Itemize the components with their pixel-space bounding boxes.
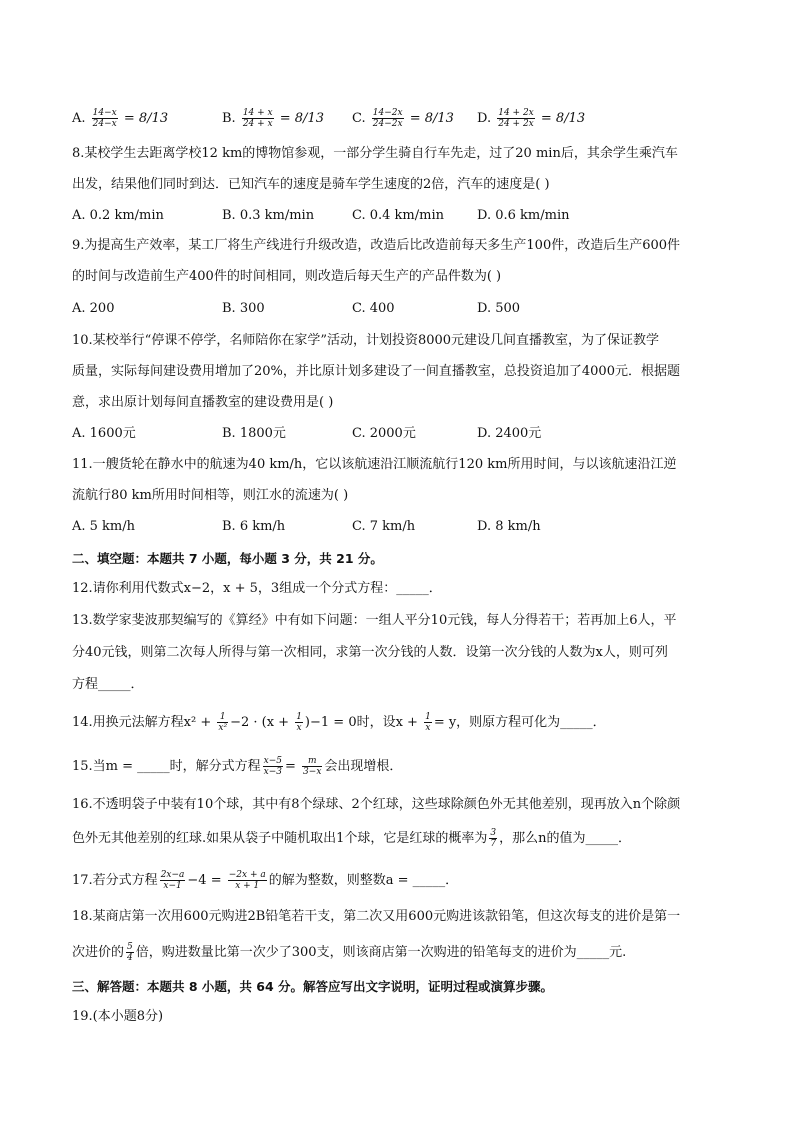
q18-line-1: 18.某商店第一次用600元购进2B铅笔若干支，第二次又用600元购进该款铅笔，但这次每支的进价是第一 (72, 909, 681, 924)
option-rhs: = 8/13 (409, 111, 454, 126)
fraction-denominator: 24 + 2x (498, 119, 534, 129)
fraction-numerator: 14−2x (372, 108, 403, 118)
fraction-denominator: x (296, 723, 302, 733)
q7-option-b (222, 108, 324, 129)
q11-option-d: D. 8 km/h (477, 519, 541, 534)
text-segment: 15.当m = _____时，解分式方程 (72, 759, 261, 774)
text-segment: 14.用换元法解方程x² + (72, 715, 216, 730)
text-segment: 色外无其他差别的红球.如果从袋子中随机取出1个球，它是红球的概率为 (72, 831, 488, 846)
q16-line-1: 16.不透明袋子中装有10个球，其中有8个绿球、2个红球，这些球除颜色外无其他差别，现再放入n个除颜 (72, 797, 681, 812)
q17-text (72, 870, 458, 891)
q12-text: 12.请你利用代数式x−2，x + 5，3组成一个分式方程：_____． (72, 581, 442, 596)
q9-option-a: A. 200 (72, 301, 115, 316)
q9-option-b: B. 300 (222, 301, 265, 316)
text-segment: 次进价的 (72, 945, 125, 960)
fraction-numerator: 2x−a (160, 870, 185, 880)
text-segment: = y，则原方程可化为_____． (433, 715, 606, 730)
q13-line-1: 13.数学家斐波那契编写的《算经》中有如下问题：一组人平分10元钱，每人分得若干；若再加上6人，平 (72, 613, 677, 628)
q8-option-b: B. 0.3 km/min (222, 208, 315, 223)
fraction-denominator: 24−2x (372, 119, 403, 129)
fraction-denominator: x + 1 (235, 881, 260, 891)
q7-option-a (72, 108, 168, 129)
fraction-numerator: 14 + 2x (498, 108, 534, 118)
q7-option-d (477, 108, 585, 129)
fraction-numerator: 1 (425, 712, 431, 722)
fraction-numerator: −2x + a (228, 870, 266, 880)
text-segment: )−1 = 0时，设x + (304, 715, 423, 730)
q9-option-c: C. 400 (352, 301, 395, 316)
fraction-denominator: 24 + x (242, 119, 273, 129)
fraction-denominator: x² (218, 723, 228, 733)
q18-line-2 (72, 942, 626, 963)
text-segment: 的解为整数，则整数a = _____． (268, 873, 459, 888)
option-label: C. (352, 111, 366, 126)
fraction-numerator: 1 (296, 712, 302, 722)
q7-option-c (352, 108, 454, 129)
q13-line-2: 分40元钱，则第二次每人所得与第一次相同，求第一次分钱的人数．设第一次分钱的人数为x人，则可列 (72, 645, 668, 660)
q9-option-d: D. 500 (477, 301, 521, 316)
text-segment: 17.若分式方程 (72, 873, 158, 888)
q14-text (72, 712, 606, 733)
fraction-denominator: x (425, 723, 431, 733)
fraction-denominator: x−1 (163, 881, 182, 891)
q10-line-1: 10.某校举行“停课不停学，名师陪你在家学”活动，计划投资8000元建设几间直播教室，为了保证教学 (72, 333, 660, 348)
fraction-denominator: 24−x (92, 119, 117, 129)
option-label: A. (72, 111, 86, 126)
text-segment: −4 = (187, 873, 226, 888)
fraction-denominator: 7 (490, 839, 497, 849)
fraction-numerator: m (302, 756, 322, 767)
q11-line-1: 11.一艘货轮在静水中的航速为40 km/h，它以该航速沿江顺流航行120 km所用时间，与以该航速沿江逆 (72, 457, 677, 472)
option-label: D. (477, 111, 492, 126)
fraction-numerator: x−5 (263, 756, 283, 766)
option-rhs: = 8/13 (123, 111, 169, 126)
fraction-numerator: 1 (217, 712, 228, 723)
q10-line-3: 意，求出原计划每间直播教室的建设费用是( ) (72, 395, 334, 410)
q8-option-d: D. 0.6 km/min (477, 208, 570, 223)
q11-option-b: B. 6 km/h (222, 519, 286, 534)
fraction-numerator: 14−x (92, 108, 117, 118)
q10-line-2: 质量，实际每间建设费用增加了20%，并比原计划多建设了一间直播教室，总投资追加了4000元．根据题 (72, 364, 680, 379)
q19-text: 19.(本小题8分) (72, 1009, 164, 1024)
q9-line-2: 的时间与改造前生产400件的时间相同，则改造后每天生产的产品件数为( ) (72, 269, 502, 284)
q8-option-a: A. 0.2 km/min (72, 208, 164, 223)
q10-option-a: A. 1600元 (72, 426, 136, 441)
q16-line-2 (72, 828, 631, 849)
q15-text (72, 756, 402, 777)
text-segment: 倍，购进数量比第一次少了300支，则该商店第一次购进的铅笔每支的进价为_____元. (135, 945, 627, 960)
q11-line-2: 流航行80 km所用时间相等，则江水的流速为( ) (72, 488, 349, 503)
q8-line-1: 8.某校学生去距离学校12 km的博物馆参观，一部分学生骑自行车先走，过了20 min后，其余学生乘汽车 (72, 146, 678, 161)
q9-line-1: 9.为提高生产效率，某工厂将生产线进行升级改造，改造后比改造前每天多生产100件，改造后生产600件 (72, 238, 681, 253)
q8-option-c: C. 0.4 km/min (352, 208, 444, 223)
option-rhs: = 8/13 (279, 111, 324, 126)
q8-line-2: 出发，结果他们同时到达．已知汽车的速度是骑车学生速度的2倍，汽车的速度是( ) (72, 177, 550, 192)
fraction-numerator: 14 + x (242, 108, 273, 118)
fraction-numerator: 5 (127, 942, 133, 952)
option-rhs: = 8/13 (540, 111, 586, 126)
section-2-heading: 二、填空题：本题共 7 小题，每小题 3 分，共 21 分。 (72, 551, 383, 566)
fraction-denominator: 3−x (303, 767, 322, 777)
q10-option-d: D. 2400元 (477, 426, 542, 441)
q10-option-c: C. 2000元 (352, 426, 416, 441)
q13-line-3: 方程_____． (72, 677, 144, 692)
section-3-heading: 三、解答题：本题共 8 小题，共 64 分。解答应写出文字说明，证明过程或演算步骤。 (72, 979, 554, 994)
q11-option-c: C. 7 km/h (352, 519, 416, 534)
option-label: B. (222, 111, 236, 126)
text-segment: ，那么n的值为_____． (499, 831, 632, 846)
text-segment: 会出现增根． (324, 759, 403, 774)
q11-option-a: A. 5 km/h (72, 519, 136, 534)
q10-option-b: B. 1800元 (222, 426, 286, 441)
fraction-denominator: x−3 (263, 767, 283, 777)
fraction-numerator: 3 (490, 828, 497, 838)
text-segment: −2 · (x + (230, 715, 294, 730)
text-segment: = (285, 759, 301, 774)
fraction-denominator: 4 (127, 953, 133, 963)
